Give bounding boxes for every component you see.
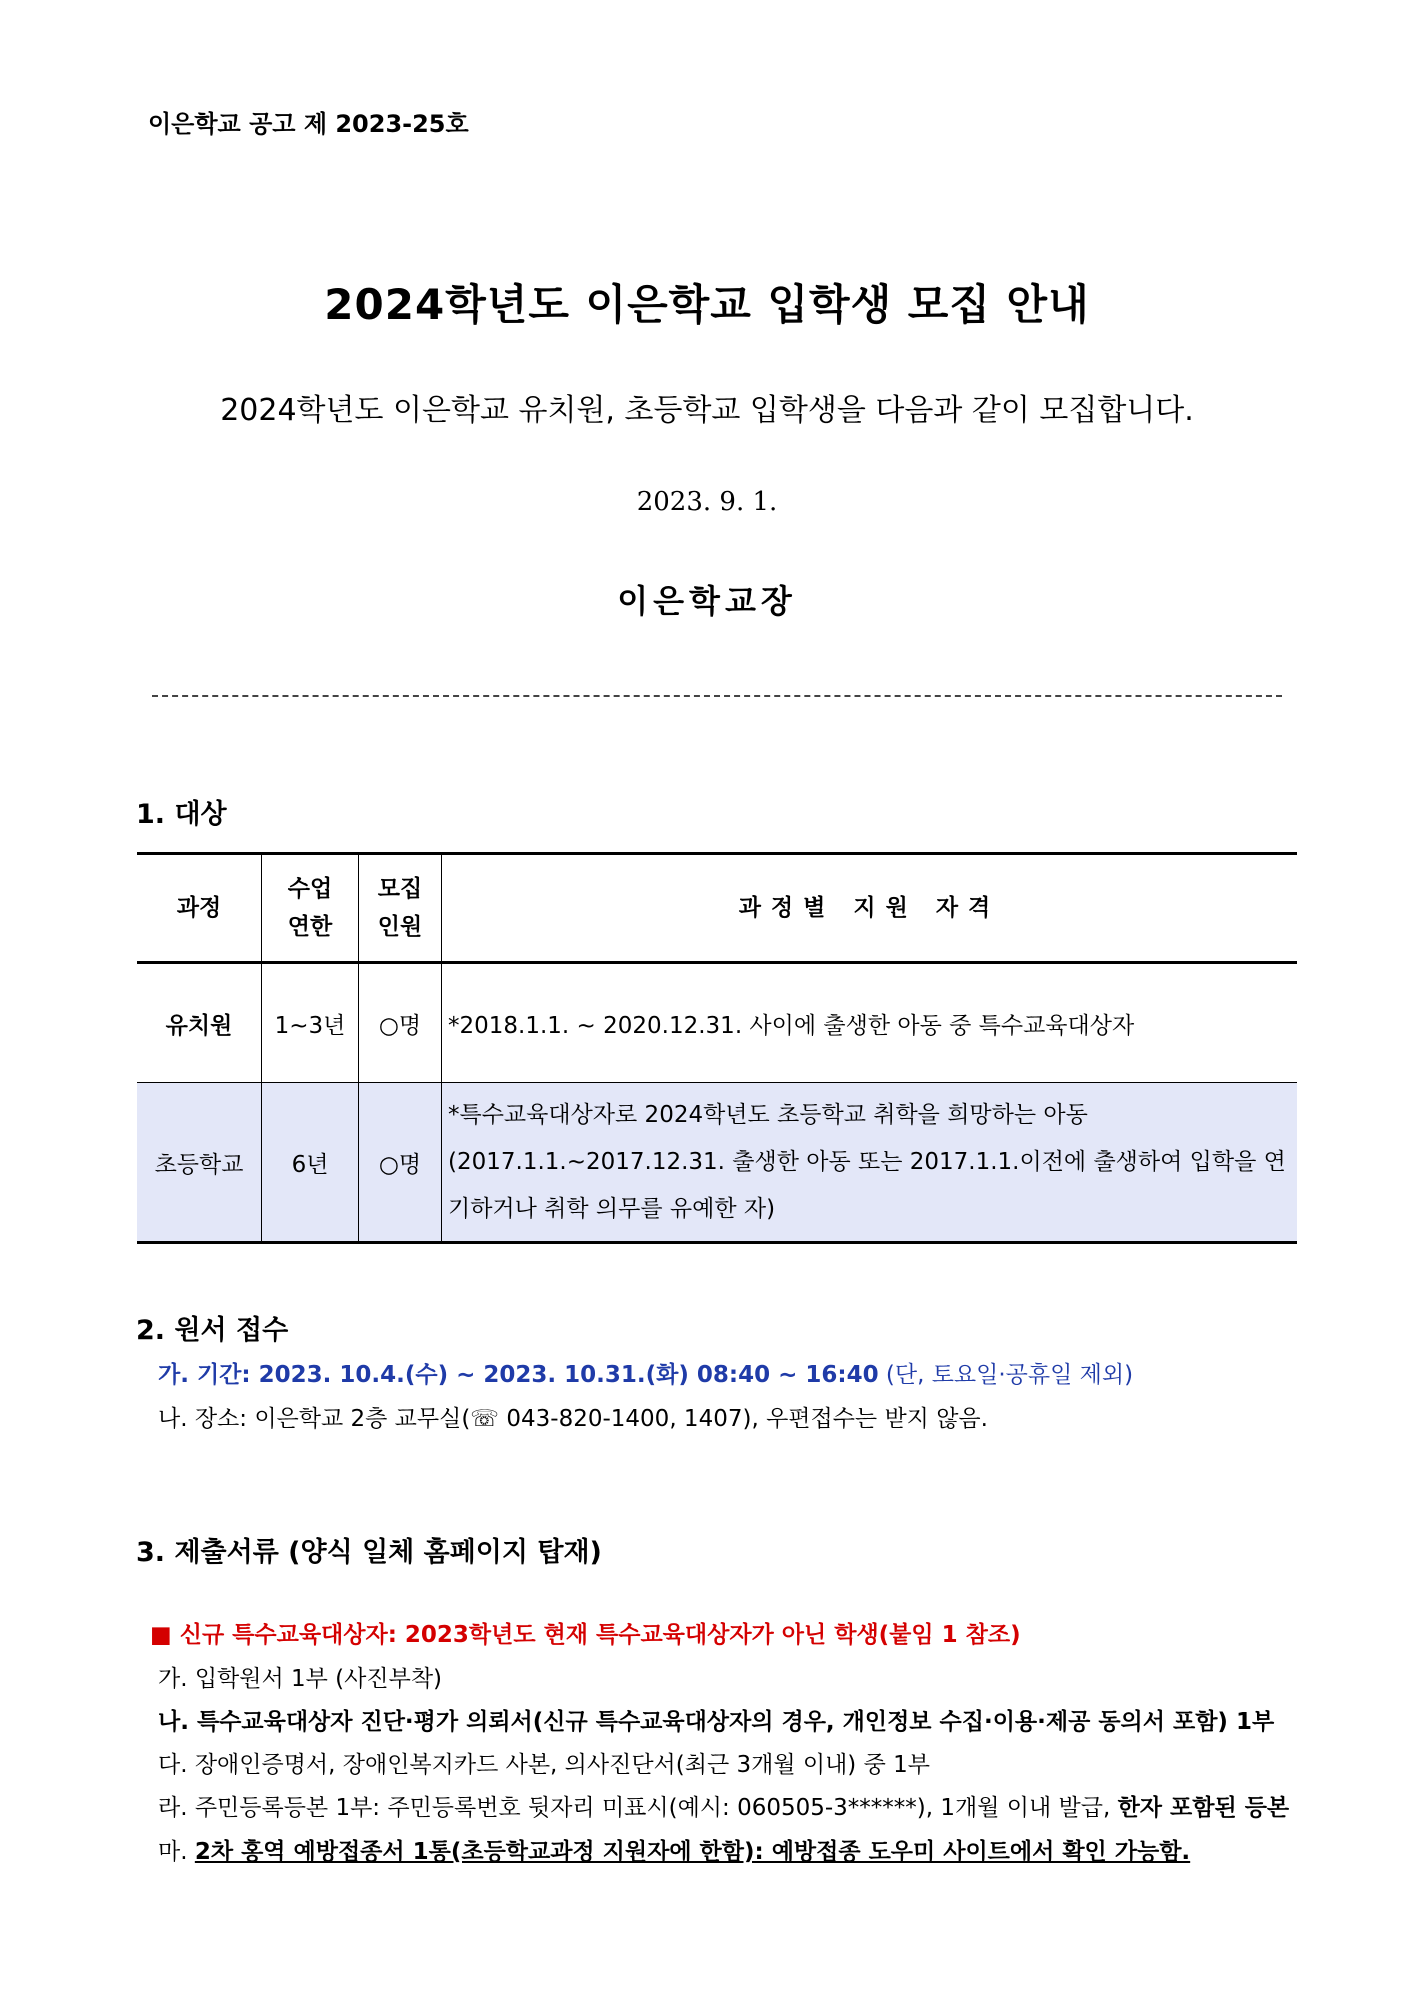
- period-dates: 2023. 10.4.(수) ~ 2023. 10.31.(화) 08:40 ~ 16:40: [258, 1362, 879, 1388]
- capacity-cell: ○명: [359, 1083, 442, 1243]
- years-cell: 6년: [262, 1083, 359, 1243]
- section-3-heading: 3. 제출서류 (양식 일체 홈페이지 탑재): [136, 1537, 602, 1568]
- document-item-ga: 가. 입학원서 1부 (사진부착): [158, 1666, 443, 1692]
- qualification-cell: *특수교육대상자로 2024학년도 초등학교 취학을 희망하는 아동 (2017.1.1.~2017.12.31. 출생한 아동 또는 2017.1.1.이전에 출생하여 입학을 연 기하거나 취학 의무를 유예한 자): [442, 1083, 1298, 1243]
- document-item-da: 다. 장애인증명서, 장애인복지카드 사본, 의사진단서(최근 3개월 이내) 중 1부: [158, 1752, 930, 1778]
- ra-main: 라. 주민등록등본 1부: 주민등록번호 뒷자리 미표시(예시: 060505-3******), 1개월 이내 발급,: [158, 1795, 1118, 1821]
- ma-main: 2차 홍역 예방접종서 1통(초등학교과정 지원자에 한함): 예방접종 도우미 사이트에서 확인 가능함.: [194, 1839, 1191, 1865]
- issue-date: 2023. 9. 1.: [636, 487, 778, 517]
- capacity-cell: ○명: [359, 963, 442, 1083]
- document-item-na: 나. 특수교육대상자 진단·평가 의뢰서(신규 특수교육대상자의 경우, 개인정보 수집·이용·제공 동의서 포함) 1부: [158, 1709, 1275, 1735]
- ma-prefix: 마.: [158, 1839, 195, 1865]
- header-qualification: 과정별 지원 자격: [442, 854, 1298, 963]
- page-title: 2024학년도 이은학교 입학생 모집 안내: [324, 280, 1090, 329]
- header-capacity: 모집 인원: [359, 854, 442, 963]
- new-student-label: ■ 신규 특수교육대상자: 2023학년도 현재 특수교육대상자가 아닌 학생(붙임 1 참조): [150, 1622, 1021, 1648]
- table-row: [137, 963, 1297, 1083]
- target-table: [137, 852, 1297, 1244]
- section-1-heading: 1. 대상: [136, 799, 227, 830]
- course-cell: 초등학교: [137, 1083, 262, 1243]
- ra-bold: 한자 포함된 등본: [1117, 1795, 1290, 1821]
- course-cell: 유치원: [137, 963, 262, 1083]
- section-2-heading: 2. 원서 접수: [136, 1315, 289, 1346]
- application-period: [158, 1356, 1133, 1389]
- document-item-ma: [158, 1833, 1190, 1866]
- years-cell: 1~3년: [262, 963, 359, 1083]
- header-years: 수업 연한: [262, 854, 359, 963]
- application-place: 나. 장소: 이은학교 2층 교무실(☏ 043-820-1400, 1407), 우편접수는 받지 않음.: [158, 1406, 988, 1432]
- table-header-row: [137, 854, 1297, 963]
- document-item-ra: [158, 1789, 1289, 1822]
- subtitle: 2024학년도 이은학교 유치원, 초등학교 입학생을 다음과 같이 모집합니다.: [220, 393, 1194, 428]
- table-row: [137, 1083, 1297, 1243]
- period-suffix: (단, 토요일·공휴일 제외): [878, 1362, 1134, 1388]
- dashed-divider: [152, 695, 1282, 697]
- issuer: 이은학교장: [617, 582, 797, 620]
- notice-number: 이은학교 공고 제 2023-25호: [148, 110, 469, 138]
- qualification-cell: *2018.1.1. ~ 2020.12.31. 사이에 출생한 아동 중 특수교육대상자: [442, 963, 1298, 1083]
- period-prefix: 가. 기간:: [158, 1362, 259, 1388]
- header-course: 과정: [137, 854, 262, 963]
